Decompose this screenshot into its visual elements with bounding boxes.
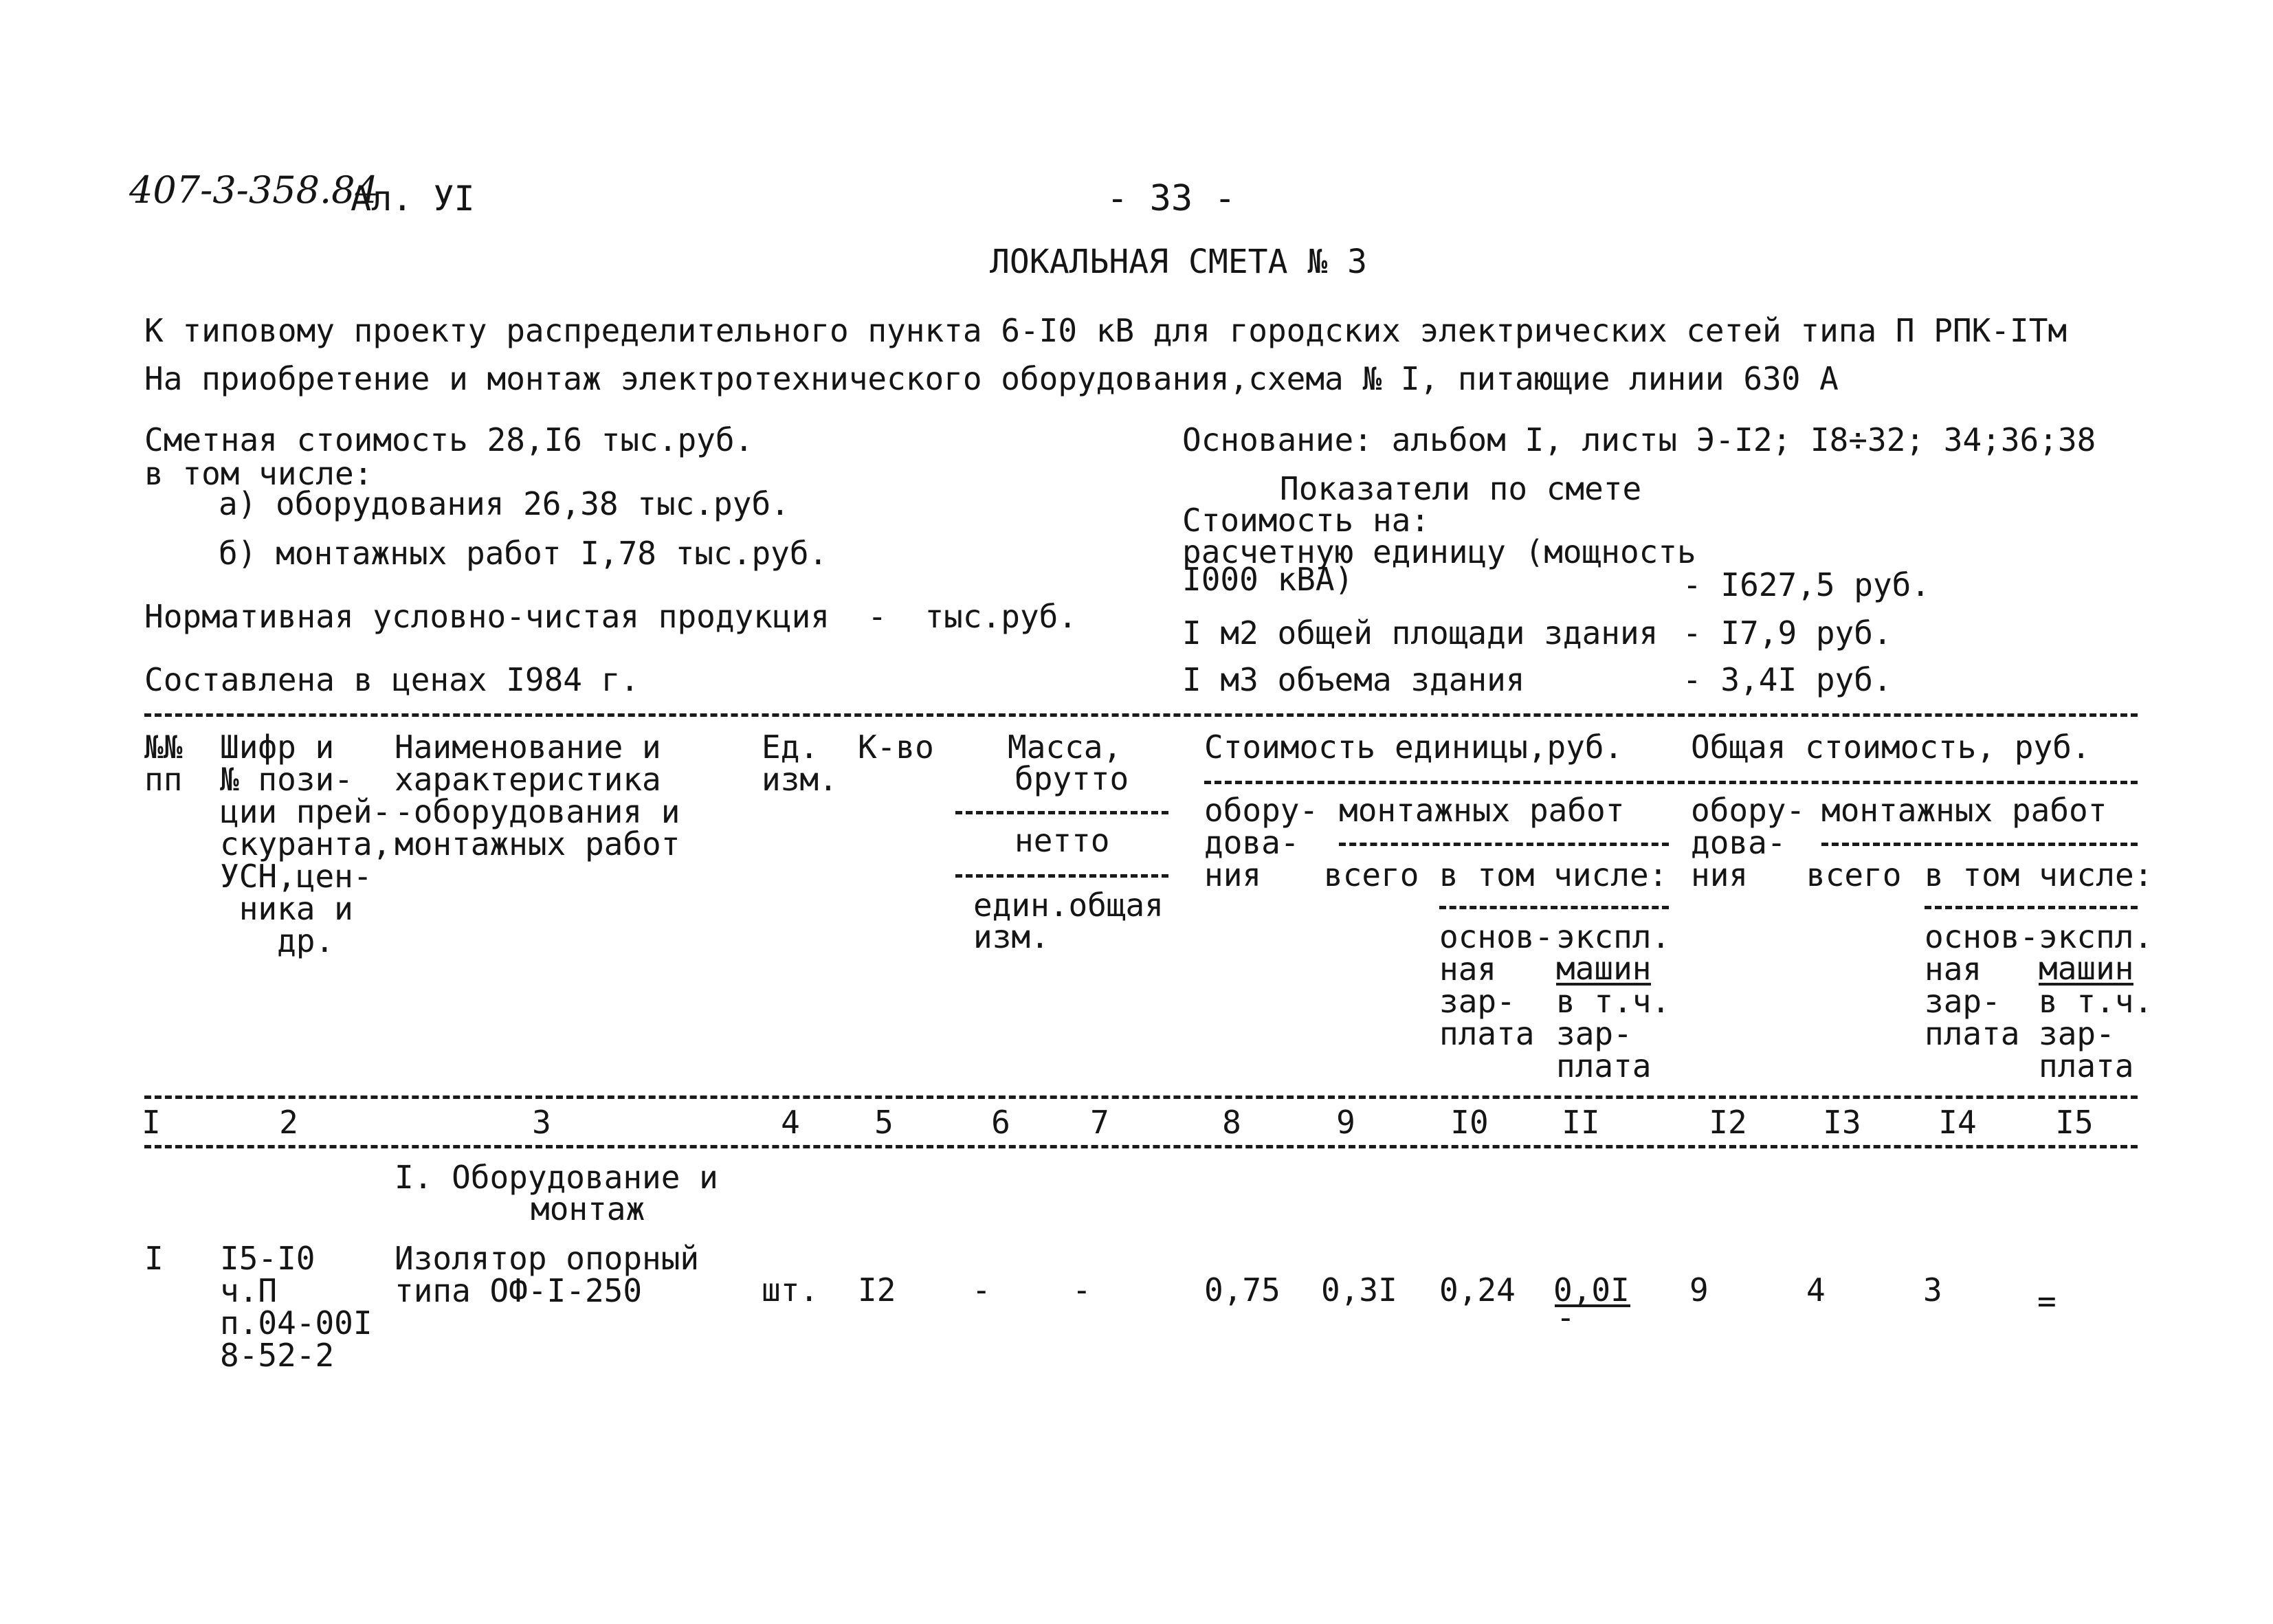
section-title-2: монтаж [531,1190,645,1227]
unit-label-line2: I000 кВА) [1182,561,1354,598]
col-number: I0 [1450,1104,1489,1141]
row-total-machines: = [2037,1282,2056,1320]
normative-production: Нормативная условно-чистая продукция - тыс.руб. [144,598,1078,635]
header-col-unit: Ед. изм. [762,728,838,798]
basis-reference: Основание: альбом I, листы Э-I2; I8÷32; 34;36;38 [1182,421,2096,458]
album-label: Ал. УI [351,179,475,219]
col-number: 9 [1336,1104,1355,1141]
document-title: ЛОКАЛЬНАЯ СМЕТА № 3 [990,243,1368,281]
header-unit-izm: изм. [973,918,1050,955]
header-mass: Масса, [1008,728,1122,766]
volume-value: - 3,4I руб. [1683,661,1892,698]
header-col-number: №№ пп [144,728,183,798]
col-number: I4 [1938,1104,1977,1141]
col-number: 3 [532,1104,551,1141]
header-brutto: брутто [1014,760,1129,797]
cost-for-label: Стоимость на: [1182,502,1430,539]
col-number: I3 [1823,1104,1861,1141]
col-number: I [142,1104,161,1141]
install-total-rule [1821,843,2138,846]
intro-line-2: На приобретение и монтаж электротехнического оборудования,схема № I, питающие линии 630 А [144,360,1839,397]
col-number: 7 [1090,1104,1109,1141]
section-title: I. Оборудование и [395,1159,718,1196]
col-number: 4 [781,1104,800,1141]
header-all-total: всего [1806,856,1902,893]
header-machines-total-c: в т.ч. зар- плата [2039,983,2153,1084]
header-all-unit: всего [1324,856,1419,893]
header-install-total: монтажных работ [1821,792,2107,829]
header-machines-unit-b: машин [1556,950,1652,987]
col-number: 2 [279,1104,298,1141]
price-basis: Составлена в ценах I984 г. [144,661,640,698]
column-numbers-rule [144,1145,2138,1148]
col-number: I5 [2055,1104,2094,1141]
incl-unit-rule [1439,906,1669,909]
col-number: I2 [1709,1104,1747,1141]
row-total-install: 4 [1806,1271,1826,1309]
area-label: I м2 общей площади здания [1182,614,1659,652]
header-col-quantity: К-во [858,728,934,766]
header-main-wage-total: основ- ная зар- плата [1925,918,2039,1052]
cost-rule [1204,781,2138,784]
row-quantity: I2 [858,1271,896,1309]
header-machines-total-a: экспл. [2039,918,2153,955]
col-number: 5 [874,1104,894,1141]
row-total-equip: 9 [1689,1271,1709,1309]
row-machines-wage: - [1556,1299,1575,1336]
header-total-cost: Общая стоимость, руб. [1691,728,2091,766]
row-install-all: 0,3I [1321,1271,1397,1309]
header-incl-total: в том числе: [1925,856,2153,893]
col-number: 8 [1222,1104,1241,1141]
row-mass-total: - [1072,1271,1091,1309]
equipment-cost: а) оборудования 26,38 тыс.руб. [219,485,790,522]
header-main-wage-unit: основ- ная зар- плата [1439,918,1554,1052]
page-number: - 33 - [1107,178,1236,219]
header-bottom-rule [144,1095,2138,1099]
header-equip-total: обору- дова- ния [1691,792,1806,893]
row-machines: 0,0I [1553,1271,1630,1309]
row-name: Изолятор опорный типа ОФ-I-250 [395,1240,700,1309]
incl-total-rule [1925,906,2138,909]
estimated-cost: Сметная стоимость 28,I6 тыс.руб. [144,421,754,458]
header-netto: нетто [1014,822,1110,859]
row-main-wage: 0,24 [1439,1271,1516,1309]
document-code: 407-3-358.84 [129,168,379,212]
header-col-name: Наименование и характеристика -оборудования и монтажных работ [395,728,680,863]
row-number: I [144,1240,164,1277]
mass-rule-2 [955,874,1168,878]
row-unit: шт. [762,1271,819,1309]
table-top-rule [144,713,2138,717]
row-total-main-wage: 3 [1923,1271,1942,1309]
row-code: I5-I0 ч.П п.04-00I 8-52-2 [220,1240,373,1374]
row-mass-unit: - [972,1271,991,1309]
header-unit-cost: Стоимость единицы,руб. [1204,728,1623,766]
header-install-unit: монтажных работ [1339,792,1625,829]
header-machines-unit-a: экспл. [1556,918,1671,955]
unit-value: - I627,5 руб. [1683,566,1931,603]
header-unit-total: един.общая [973,887,1164,924]
volume-label: I м3 объема здания [1182,661,1525,698]
row-equip-unit: 0,75 [1204,1271,1280,1309]
header-machines-unit-c: в т.ч. зар- плата [1556,983,1671,1084]
installation-cost: б) монтажных работ I,78 тыс.руб. [219,535,828,572]
intro-line-1: К типовому проекту распределительного пункта 6-I0 кВ для городских электрических сетей типа П РПК-IТм [144,312,2067,349]
install-unit-rule [1339,843,1669,846]
mass-rule-1 [955,811,1168,814]
indicators-title: Показатели по смете [1280,470,1642,507]
unit-label-line1: расчетную единицу (мощность [1182,533,1696,570]
header-incl-unit: в том числе: [1439,856,1668,893]
header-machines-total-b: машин [2039,950,2134,987]
col-number: II [1562,1104,1600,1141]
including-label: в том числе: [144,455,373,492]
header-col-code: Шифр и № пози- ции прей- скуранта, УСН,цен- ника и др. [220,728,392,959]
area-value: - I7,9 руб. [1683,614,1892,652]
col-number: 6 [991,1104,1010,1141]
header-equip-unit: обору- дова- ния [1204,792,1319,893]
